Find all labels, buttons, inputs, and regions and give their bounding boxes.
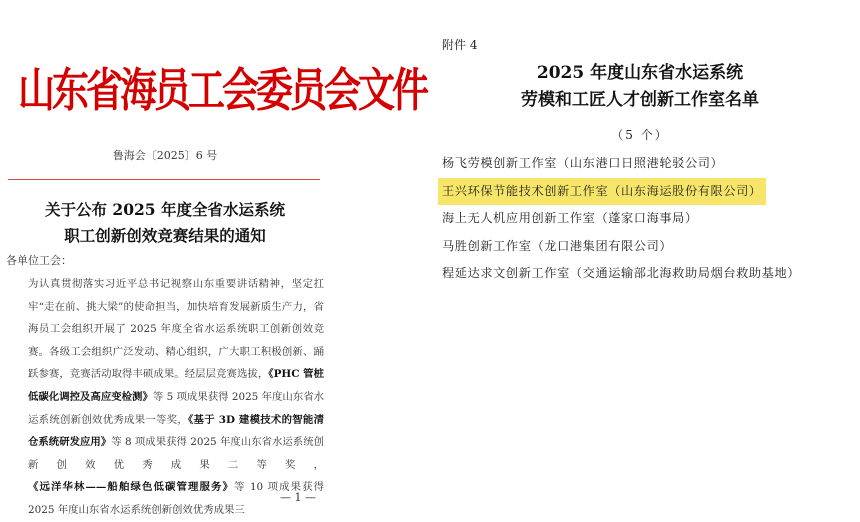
studio-name: 程延达求文创新工作室（交通运输部北海救助局烟台救助基地） — [442, 266, 801, 280]
document-number: 鲁海会〔2025〕6 号 — [112, 149, 218, 162]
page-number: — 1 — — [280, 491, 316, 504]
list-title-line-1: 2025 年度山东省水运系统 — [536, 63, 744, 83]
notice-body — [6, 273, 324, 522]
red-divider-line — [8, 179, 320, 180]
studio-name: 杨飞劳模创新工作室（山东港口日照港轮驳公司） — [442, 156, 724, 170]
body-text-part-2: 等 5 项成果获得 2025 年度山东省水运系统创新创效优秀成果一等奖， — [28, 390, 325, 426]
document-header: 山东省海员工会委员会文件 — [18, 63, 426, 117]
list-item — [442, 205, 860, 233]
studio-name: 海上无人机应用创新工作室（蓬家口海事局） — [442, 211, 698, 225]
salutation: 各单位工会： — [6, 254, 72, 267]
list-item — [442, 150, 860, 178]
notice-title — [0, 197, 330, 249]
award-project-3: 《远洋华林——船舶绿色低碳管理服务》 — [28, 481, 235, 494]
notice-title-line-2: 职工创新创效竞赛结果的通知 — [64, 226, 266, 245]
list-title — [450, 60, 830, 114]
body-text-part-3: 等 8 项成果获得 2025 年度山东省水运系统创新创效优秀成果二等奖， — [28, 436, 325, 471]
award-project-1: 《PHC 管桩低碳化调控及高应变检测》 — [28, 368, 324, 403]
award-project-2: 《基于 3D 建模技术的智能清仓系统研发应用》 — [28, 413, 324, 449]
studio-name: 马胜创新工作室（龙口港集团有限公司） — [442, 238, 673, 253]
list-title-line-2: 劳模和工匠人才创新工作室名单 — [521, 90, 759, 110]
list-item-highlighted — [442, 178, 860, 206]
attachment-label: 附件 4 — [442, 38, 478, 52]
studio-count: （5 个） — [611, 128, 669, 142]
right-document-page — [420, 0, 860, 507]
list-item — [442, 233, 860, 261]
studio-list — [442, 150, 860, 288]
left-document-page — [0, 0, 426, 516]
list-item — [442, 260, 860, 288]
body-text-part-4: 等 10 项成果获得 2025 年度山东省水运系统创新创效优秀成果三 — [28, 481, 325, 516]
studio-name-highlighted: 王兴环保节能技术创新工作室（山东海运股份有限公司） — [438, 178, 766, 206]
body-text-part-1: 为认真贯彻落实习近平总书记视察山东重要讲话精神，坚定扛牢“走在前、挑大梁”的使命担当，加快培育发展新质生产力，省海员工会组织开展了 2025 年度全省水运系统职工创新创效竞赛。各级工会组织广泛发动、精心组织，广大职工积极创新、踊跃参赛，竞赛活动取得丰硕成果。经层层竞赛选拔， — [28, 278, 324, 381]
notice-title-line-1: 关于公布 2025 年度全省水运系统 — [45, 200, 285, 219]
